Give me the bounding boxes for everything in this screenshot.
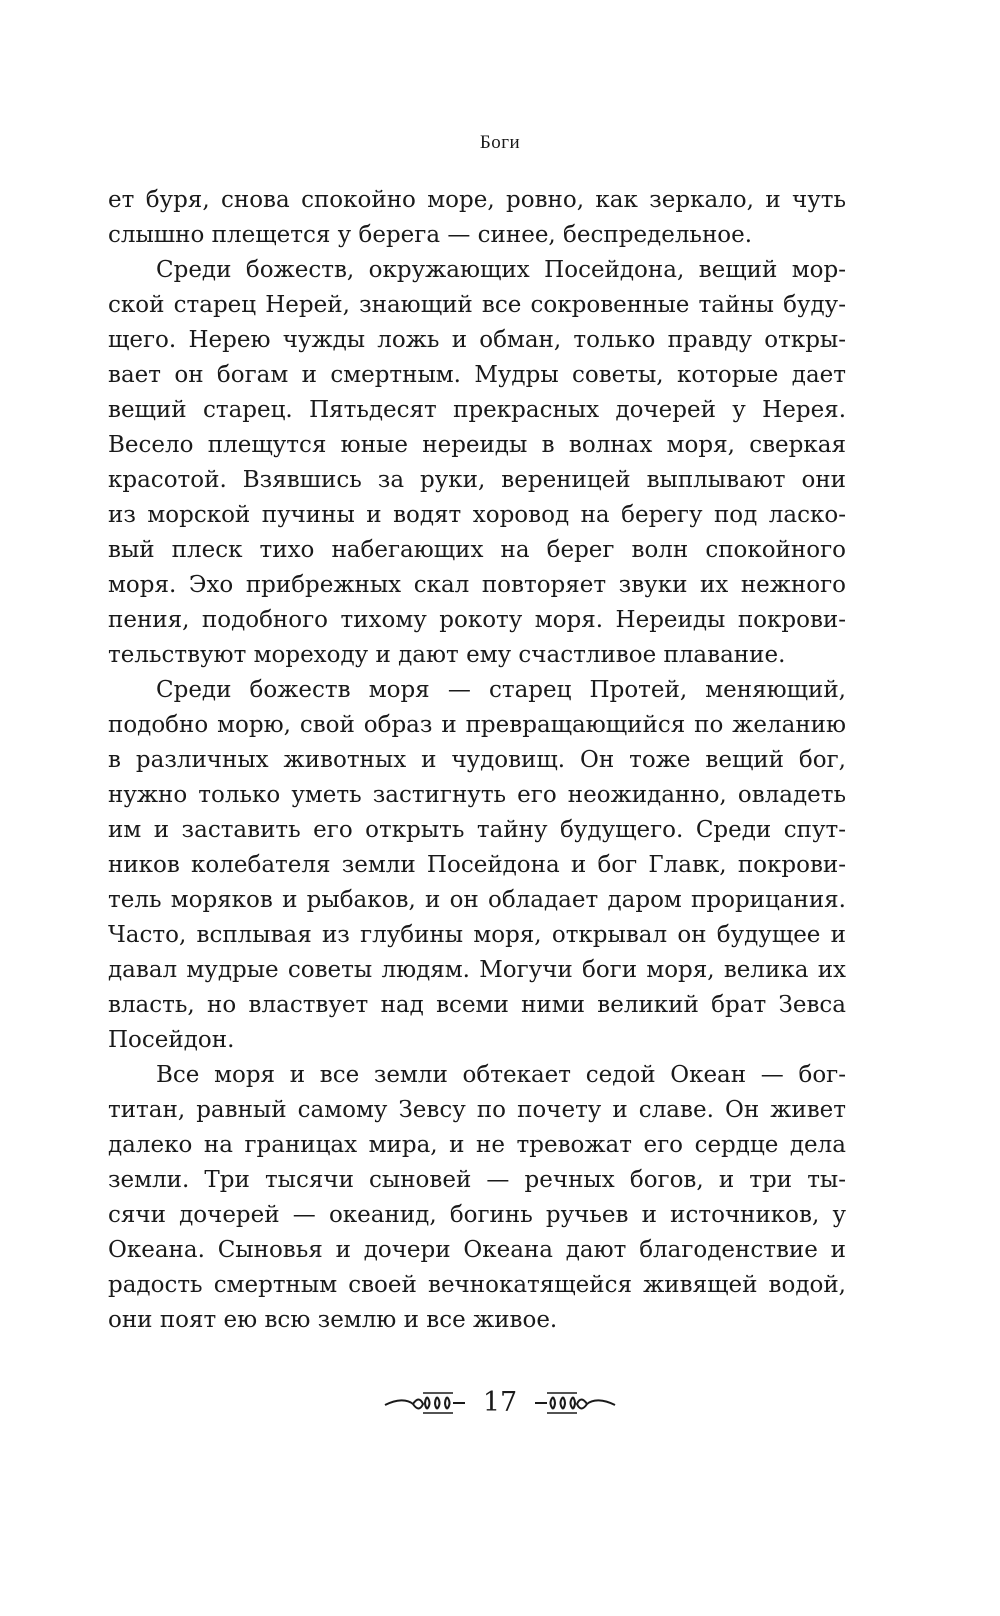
- text-line: вает он богам и смертным. Мудры советы, которые дает: [108, 362, 846, 388]
- text-line: вещий старец. Пятьдесят прекрасных дочерей у Нерея.: [108, 397, 846, 423]
- text-line: радость смертным своей вечнокатящейся живящей водой,: [108, 1272, 846, 1298]
- body-text: [108, 183, 846, 1338]
- text-line: власть, но властвует над всеми ними великий брат Зевса: [108, 992, 846, 1018]
- text-line: сячи дочерей — океанид, богинь ручьев и источников, у: [108, 1202, 846, 1228]
- paragraph: [108, 183, 846, 253]
- paragraph: [108, 1058, 846, 1338]
- text-line: Океана. Сыновья и дочери Океана дают благоденствие и: [108, 1237, 846, 1263]
- text-line: моря. Эхо прибрежных скал повторяет звуки их нежного: [108, 572, 846, 598]
- text-line: ников колебателя земли Посейдона и бог Главк, покрови-: [108, 852, 846, 878]
- text-line: они поят ею всю землю и все живое.: [108, 1307, 558, 1333]
- text-line: подобно морю, свой образ и превращающийся по желанию: [108, 712, 846, 738]
- text-line: Все моря и все земли обтекает седой Океан — бог-: [156, 1062, 846, 1088]
- text-line: щего. Нерею чужды ложь и обман, только правду откры-: [108, 327, 846, 353]
- text-line: ской старец Нерей, знающий все сокровенные тайны буду-: [108, 292, 846, 318]
- text-line: Среди божеств, окружающих Посейдона, вещий мор-: [156, 257, 846, 283]
- text-line: нужно только уметь застигнуть его неожиданно, овладеть: [108, 782, 846, 808]
- flourish-right-icon: [533, 1388, 617, 1418]
- page-footer: [0, 1385, 1000, 1421]
- text-line: тель моряков и рыбаков, и он обладает даром прорицания.: [108, 887, 846, 913]
- text-line: Посейдон.: [108, 1027, 235, 1053]
- text-line: ет буря, снова спокойно море, ровно, как зеркало, и чуть: [108, 187, 846, 213]
- text-line: далеко на границах мира, и не тревожат его сердце дела: [108, 1132, 846, 1158]
- text-line: вый плеск тихо набегающих на берег волн спокойного: [108, 537, 846, 563]
- text-line: давал мудрые советы людям. Могучи боги моря, велика их: [108, 957, 846, 983]
- paragraph: [108, 253, 846, 673]
- text-line: земли. Три тысячи сыновей — речных богов, и три ты-: [108, 1167, 846, 1193]
- text-line: Весело плещутся юные нереиды в волнах моря, сверкая: [108, 432, 846, 458]
- text-line: слышно плещется у берега — синее, беспредельное.: [108, 222, 753, 248]
- running-head: Боги: [479, 132, 521, 153]
- page-number: 17: [482, 1387, 518, 1418]
- text-line: Среди божеств моря — старец Протей, меняющий,: [156, 677, 846, 703]
- text-line: в различных животных и чудовищ. Он тоже вещий бог,: [108, 747, 846, 773]
- text-line: титан, равный самому Зевсу по почету и славе. Он живет: [108, 1097, 846, 1123]
- text-line: красотой. Взявшись за руки, вереницей выплывают они: [108, 467, 846, 493]
- text-line: им и заставить его открыть тайну будущего. Среди спут-: [108, 817, 846, 843]
- flourish-left-icon: [383, 1388, 467, 1418]
- text-line: тельствуют мореходу и дают ему счастливое плавание.: [108, 642, 786, 668]
- text-line: из морской пучины и водят хоровод на берегу под ласко-: [108, 502, 846, 528]
- text-line: Часто, всплывая из глубины моря, открывал он будущее и: [108, 922, 846, 948]
- paragraph: [108, 673, 846, 1058]
- text-line: пения, подобного тихому рокоту моря. Нереиды покрови-: [108, 607, 846, 633]
